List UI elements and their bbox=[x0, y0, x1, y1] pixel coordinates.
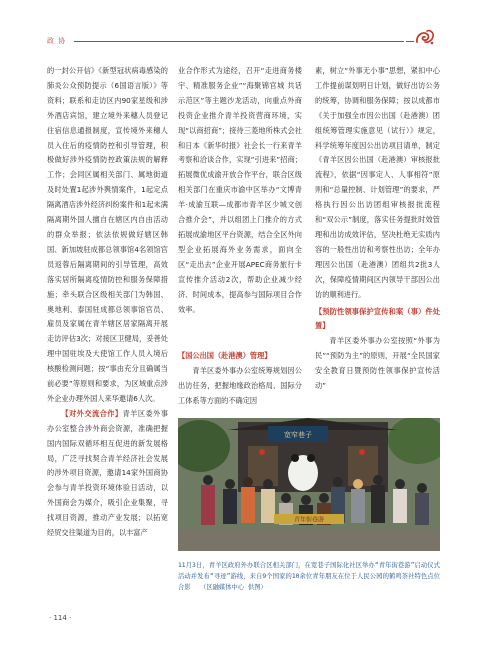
paragraph-foreign-exchange bbox=[47, 407, 168, 541]
column-1 bbox=[47, 64, 168, 541]
photo-caption: 11月3日，青羊区政府外办联合区相关部门，在宽巷子国际化社区举办“青年街巷游”启动仪式活动并发布“寻迹”游线，来自9个国家的10余位青年朋友在位于人民公园的鹤鸣茶社特色点位合影 （区融媒体中心 供图） bbox=[178, 562, 440, 591]
section-body: 青羊区委外事办公室整合涉外商会资源，准确把握国内国际双循环相互促进的新发展格局，广泛寻找契合青羊经济社会发展的涉外项目资源，邀请14家外国商协会参与青羊投资环境体验日活动，以外国商会为媒介，吸引企业集聚，寻找项目资源，推动产业发展；以拓宽经贸交往渠道为目的，以丰富产 bbox=[47, 408, 168, 538]
paragraph: 业合作形式为途经，召开“走进商务楼宇、精准服务企业”“海聚锦官城 共话示范区”等主题沙龙活动，向重点外商投资企业推介青羊投资营商环境，实现“以商招商”；接待三菱地所株式会社和日本《新华时报》社会长一行来青羊考察和洽谈合作，实现“引进来”招商；拓展微优成渝开放合作平台，联合区级相关部门在重庆市渝中区举办“文博青羊·成渝互联—成都市青羊区少城文创合推介会”，并以组团上门推介的方式拓展成渝地区平台资源，结合全区外向型企业拓展海外业务需求，面向全区“走出去”企业开展APEC商务旅行卡宣传推介活动2次，帮助企业减少经济、时间成本，提高参与国际项目合作效率。 bbox=[178, 66, 302, 314]
page-header bbox=[0, 0, 480, 60]
banner-text: 青年街巷游 bbox=[293, 516, 325, 524]
group-photo bbox=[178, 418, 440, 551]
section-body: 青羊区委外事办公室按照“外事为民”“预防为主”的原则，开展“全民国家安全教育日暨预防性领事保护宣传活动” bbox=[315, 336, 440, 391]
swirl-logo-icon bbox=[414, 28, 436, 48]
section-heading: 【国公出国（赴港澳）管理】 bbox=[178, 351, 272, 360]
paragraph: 的一封公开信》《新型冠状病毒感染的肺炎公众预防提示（6国语言版）》等资料；联系和走访区内90家星级和涉外酒店宾馆，建立境外来穗人员登记住宿信息通报制度，宣传境外来穗人员入住后的疫情防控和引导管理，积极做好涉外疫情防控政策法规的解释工作；会同区属相关部门、属地街道及时处置1起涉外舆情案件，1起定点隔离酒店涉外经济纠纷案件和1起未满隔离期外国人擅自在辖区内自由活动的群众举报；依法依规做好辖区韩国、新加坡驻成都总领事馆4名领馆官员返蓉后隔离期间的引导管理，高效落实居所隔离疫情防控和服务保障措施；牵头联合区级相关部门为韩国、奥地利、泰国驻成都总领事馆官员、雇员及家属在青羊辖区居家隔离开展走访评估3次；对接区卫健局，妥善处理中国驻埃及大使馆工作人员入境后核酸检测问题；按“事由充分且确属当前必要”等原则和要求，为区域重点涉外企业办理外国人来华邀请6人次。 bbox=[47, 66, 168, 403]
column-2 bbox=[178, 64, 302, 317]
header-rule bbox=[74, 41, 404, 42]
section-body: 青羊区委外事办公室统筹规划因公出访任务，把握地缘政治格局、国际分工体系等方面的不确定因 bbox=[178, 366, 302, 405]
column-3 bbox=[315, 64, 440, 394]
section-label: 政 协 bbox=[47, 37, 67, 45]
section-heading: 【预防性领事保护宣传和案（事）件处置】 bbox=[315, 306, 440, 331]
shop-sign-text: 宽窄巷子 bbox=[284, 431, 312, 439]
section-tag: 【对外交流合作】 bbox=[61, 408, 123, 418]
page-number: · 114 · bbox=[49, 614, 72, 622]
paragraph: 素，树立“外事无小事”思想，紧扣中心工作提前谋划明日计划，做好出访公务的统筹，协调和服务保障；按以成都市《关于加强全市因公出国（赴港澳）团组统筹管理实施意见（试行）》规定，科学统筹年度因公出访项目请单，制定《青羊区因公出国（赴港澳）审核报批流程》，依据“因事定人、人事相符”原则和“总量控制、计划管理”的要求，严格执行因公出访团组审核报批流程和“双公示”制度，落实任务提批时效管理和出访成效评估，坚决杜绝无实质内容的一般性出访和考察性出访；全年办理因公出国（赴港澳）团组共2批3人次，保障疫情期间区内领导干部因公出访的顺利进行。 bbox=[315, 66, 440, 299]
header-rule-end bbox=[406, 41, 414, 42]
